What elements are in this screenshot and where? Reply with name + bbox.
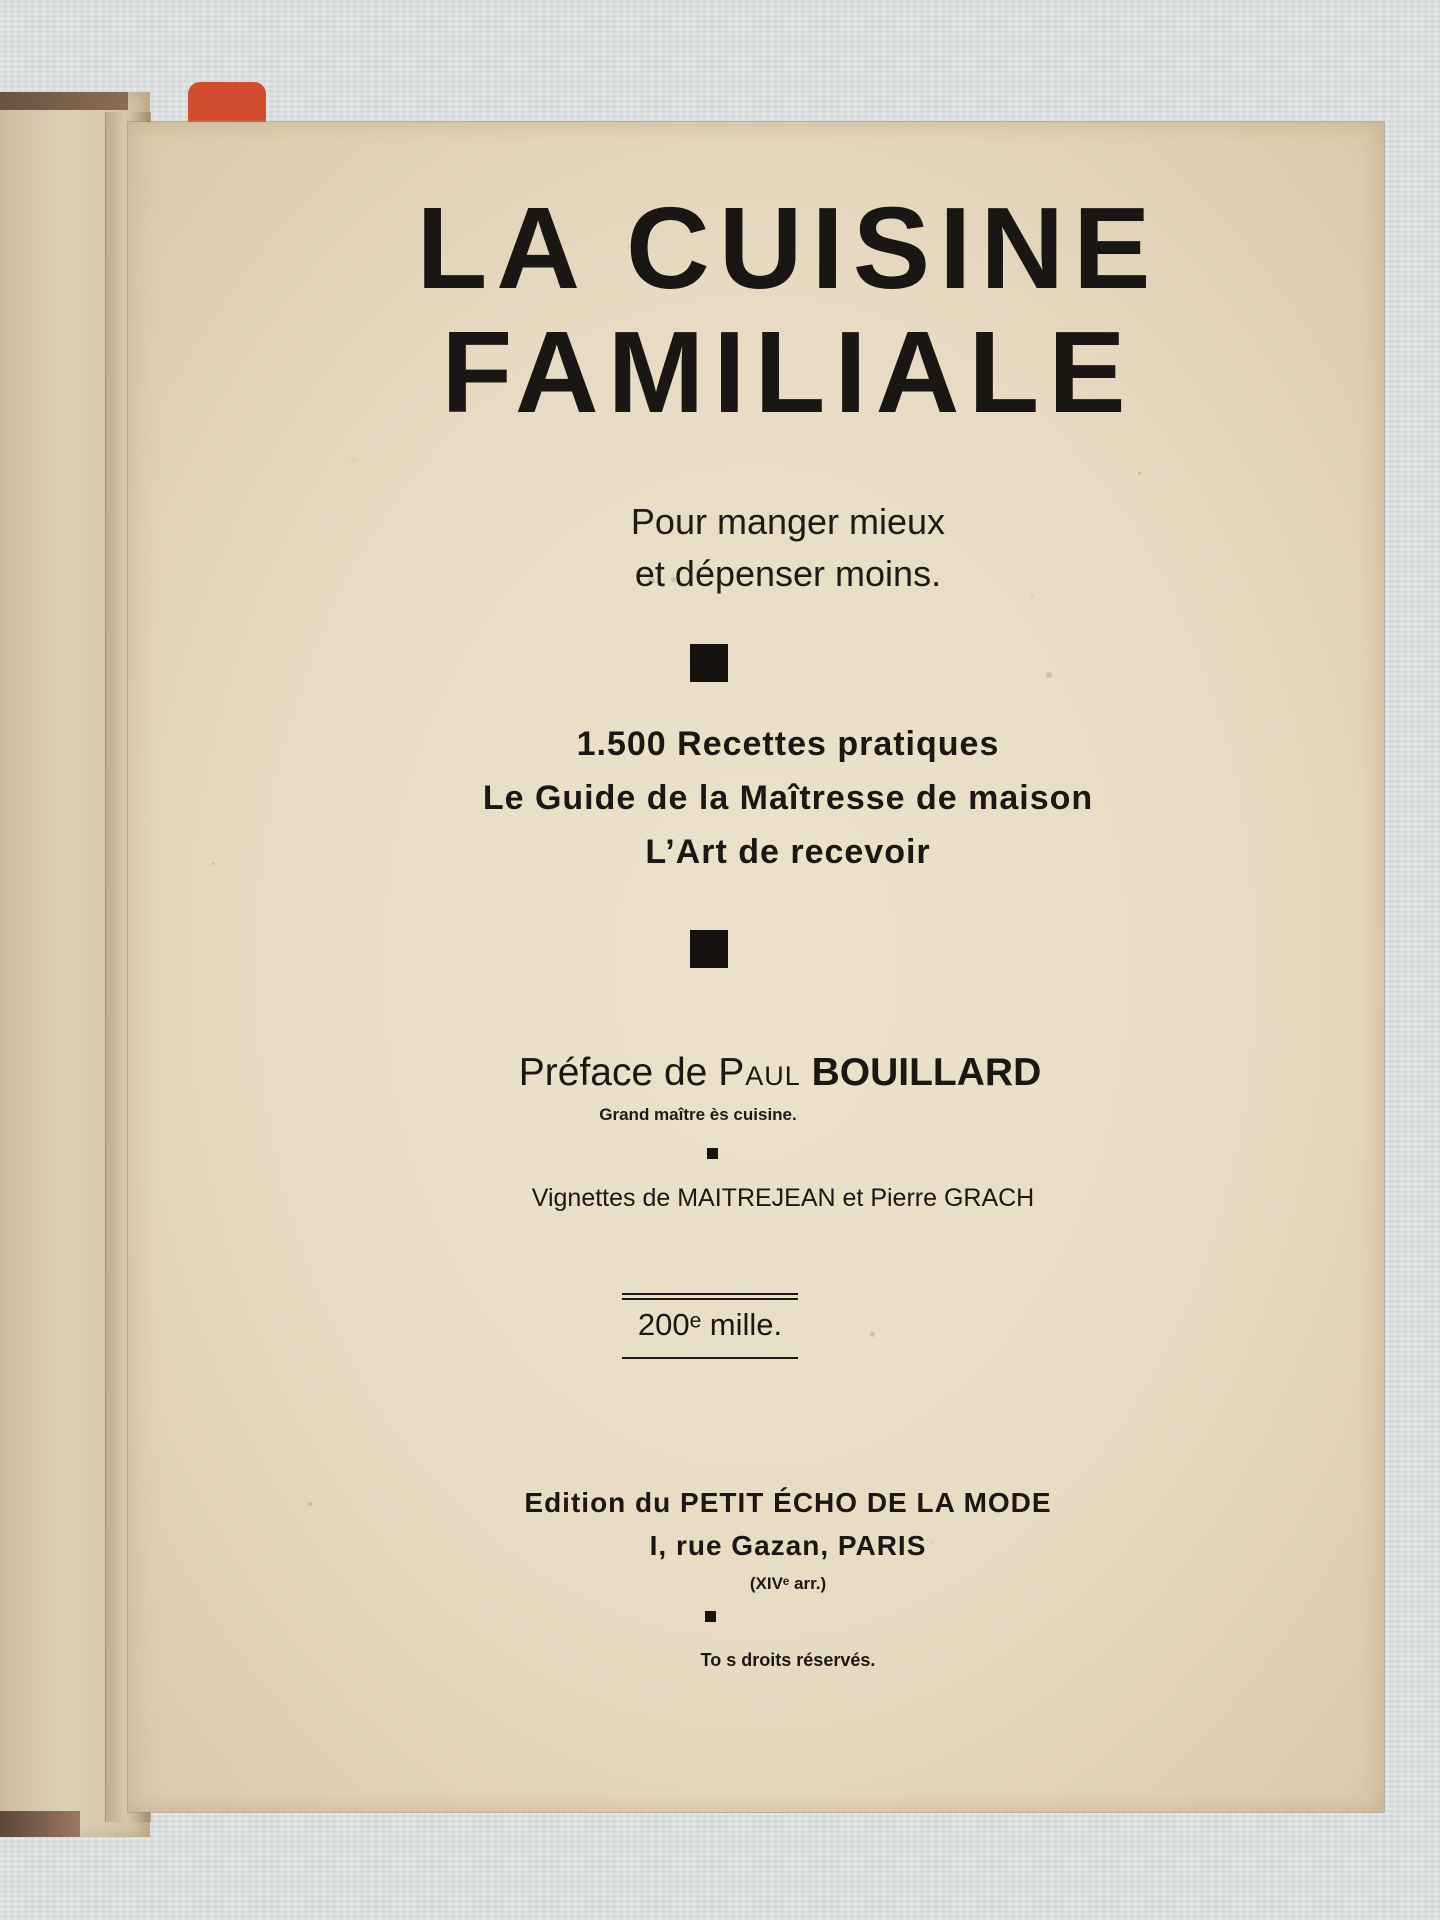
book-title-line-2: FAMILIALE bbox=[441, 307, 1135, 437]
edition-bottom-line bbox=[622, 1357, 798, 1359]
preface-prefix: Préface de bbox=[518, 1051, 719, 1094]
subtitle-line-2: et dépenser moins. bbox=[634, 553, 942, 594]
separator-square bbox=[690, 930, 728, 968]
subtitle-line-1: Pour manger mieux bbox=[630, 501, 946, 542]
publisher-line-3: (XIVᵉ arr.) bbox=[749, 1574, 827, 1593]
paper-spot bbox=[212, 862, 215, 865]
publisher-line-1: Edition du PETIT ÉCHO DE LA MODE bbox=[524, 1487, 1052, 1518]
edition-frame bbox=[622, 1293, 798, 1359]
paper-spot bbox=[870, 1332, 875, 1337]
vignettes-line: Vignettes de MAITREJEAN et Pierre GRACH bbox=[531, 1184, 1035, 1212]
book-title-line-1: LA CUISINE bbox=[416, 183, 1160, 313]
preface-last-name: BOUILLARD bbox=[811, 1051, 1042, 1094]
edition-count: 200ᵉ mille. bbox=[637, 1307, 783, 1342]
separator-square bbox=[690, 644, 728, 682]
recipe-line-1: 1.500 Recettes pratiques bbox=[576, 725, 1000, 763]
small-separator-square bbox=[705, 1611, 716, 1622]
rights-line: To s droits réservés. bbox=[700, 1650, 876, 1670]
preface-line bbox=[360, 1052, 1200, 1095]
recipe-line-2: Le Guide de la Maîtresse de maison bbox=[482, 779, 1094, 817]
edition-top-line bbox=[622, 1293, 798, 1295]
paper-spot bbox=[1138, 472, 1141, 475]
paper-spot bbox=[308, 1502, 312, 1506]
publisher-line-2: I, rue Gazan, PARIS bbox=[649, 1530, 927, 1561]
small-separator-square bbox=[707, 1148, 718, 1159]
grand-maitre-line: Grand maître ès cuisine. bbox=[599, 1105, 797, 1124]
preface-first-name: Paul bbox=[718, 1051, 801, 1094]
recipe-line-3: L’Art de recevoir bbox=[645, 833, 931, 871]
paper-spot bbox=[1046, 672, 1052, 678]
edition-top-line bbox=[622, 1298, 798, 1300]
title-page bbox=[128, 122, 1384, 1812]
